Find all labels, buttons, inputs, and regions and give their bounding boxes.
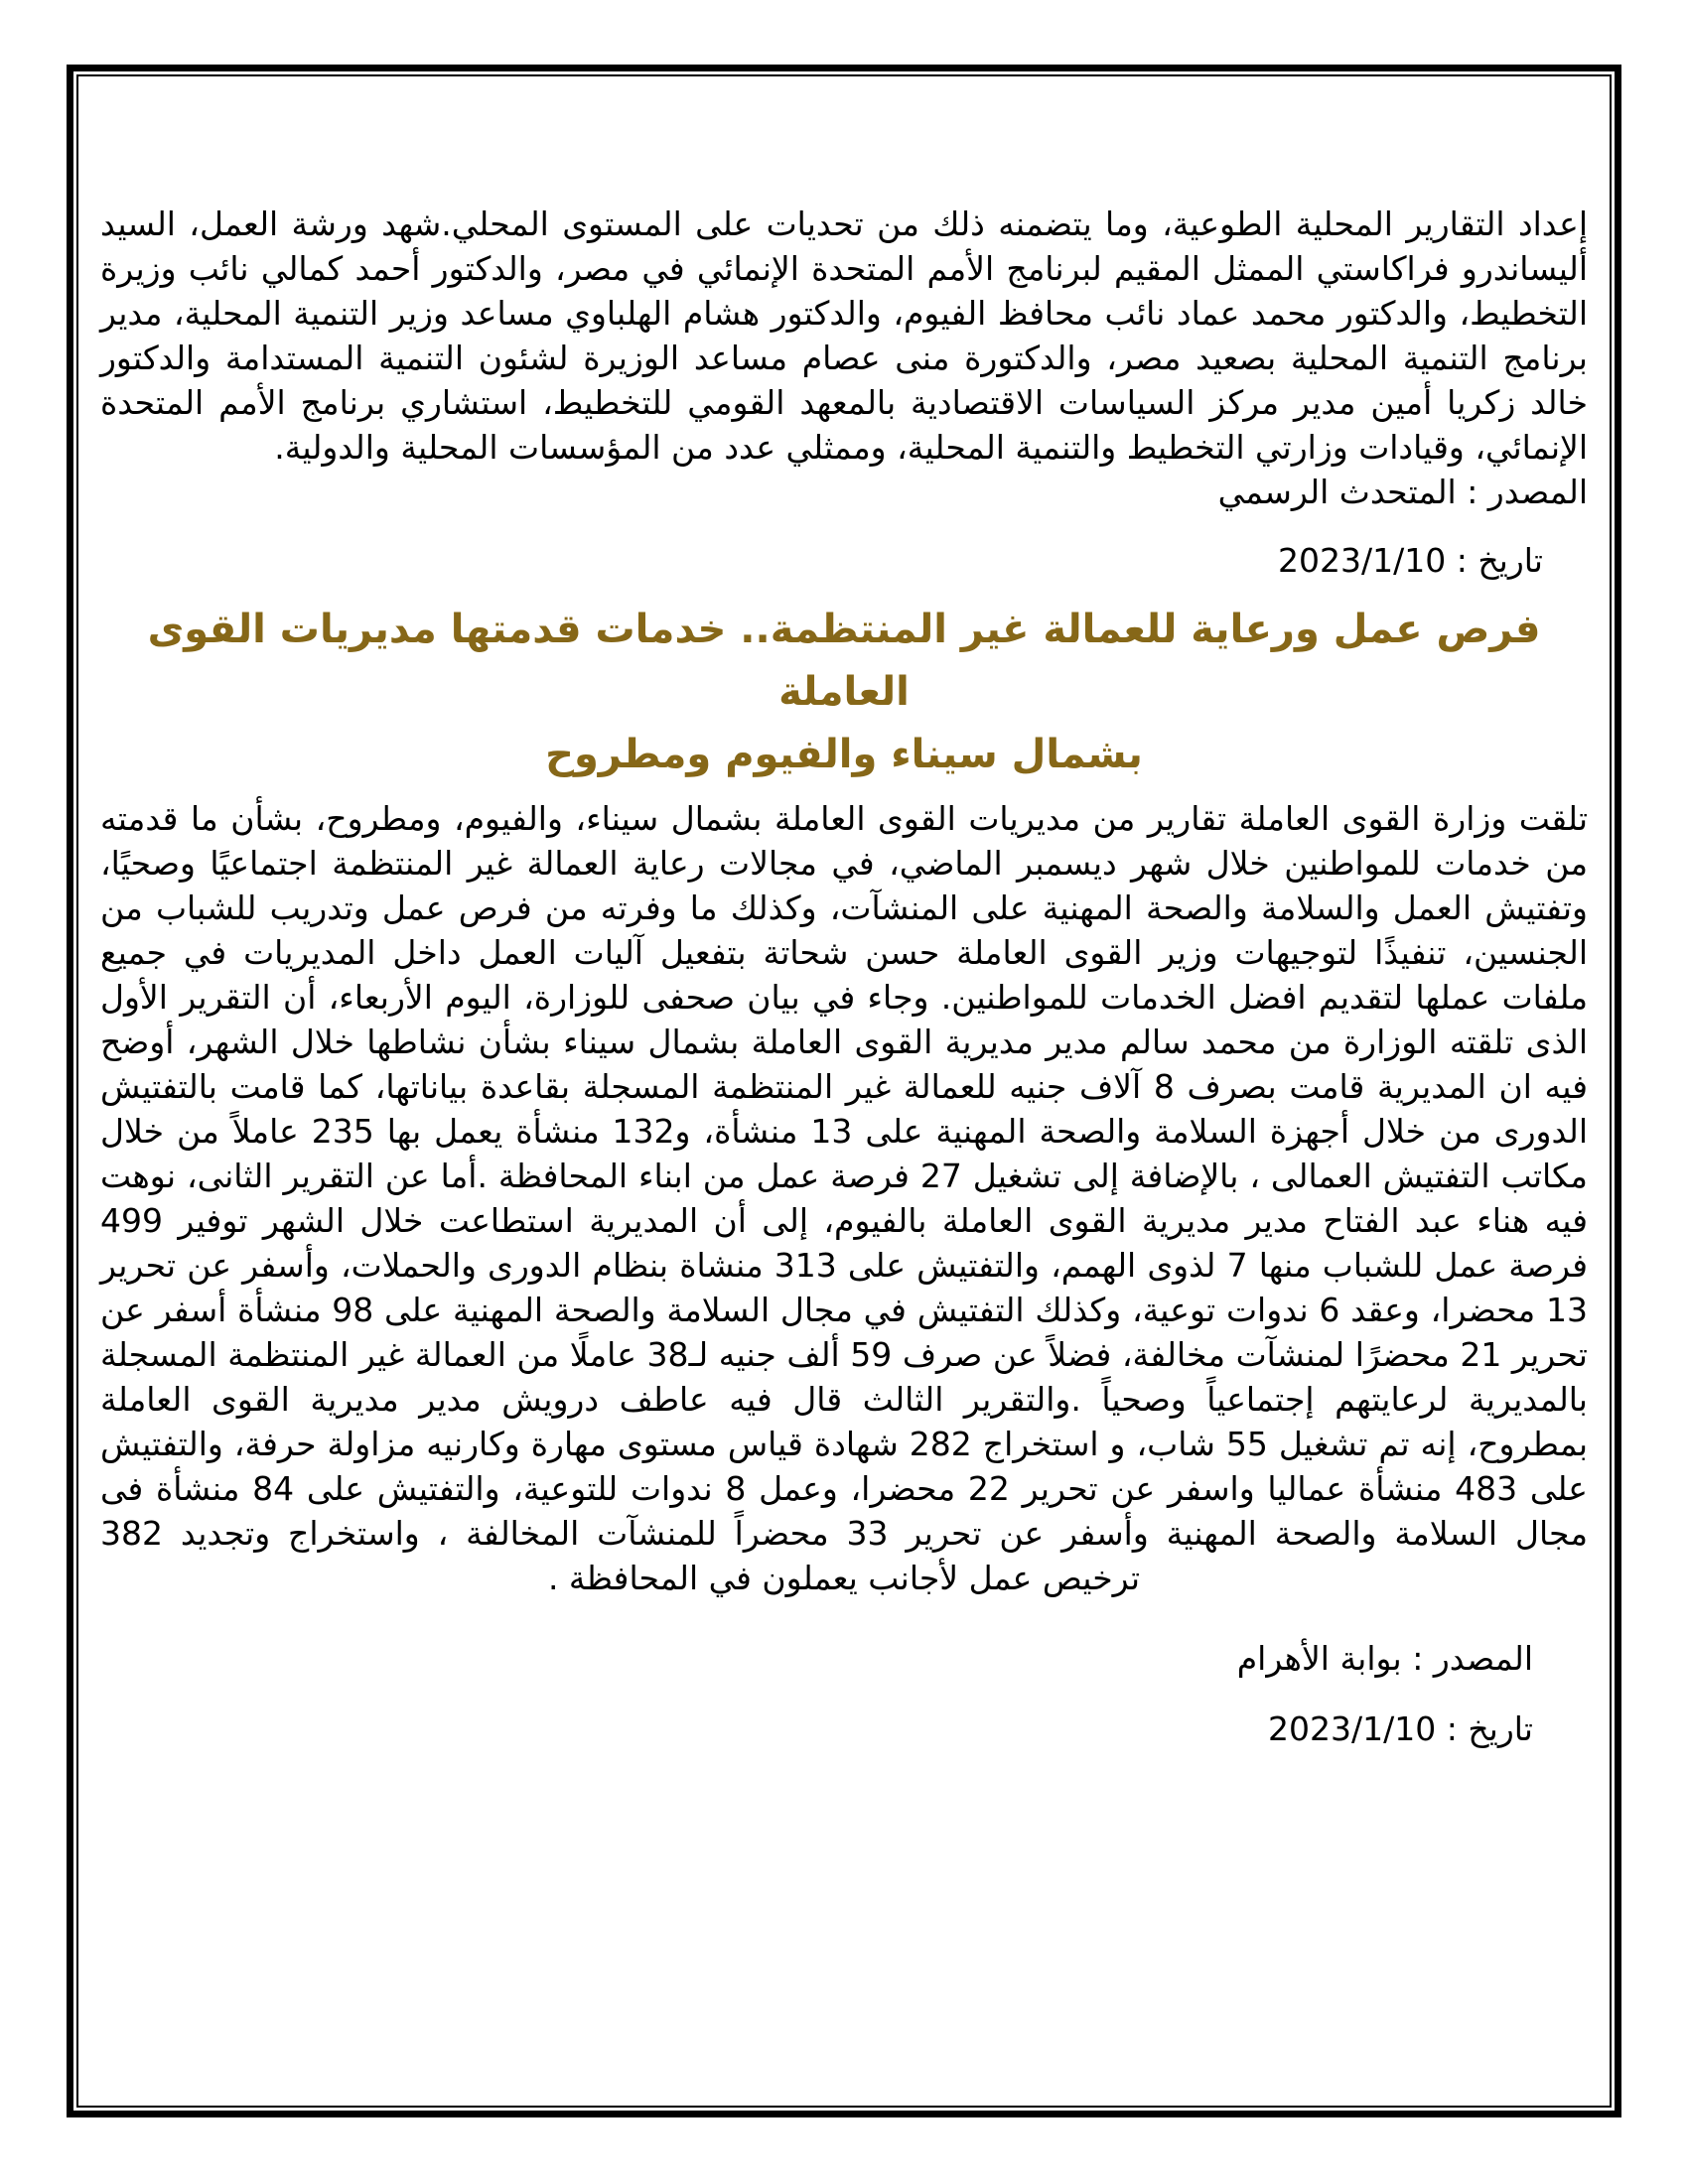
page-border-inner (76, 74, 1612, 2108)
workshop-report-paragraph: إعداد التقارير المحلية الطوعية، وما يتضمنه ذلك من تحديات على المستوى المحلي.شهد ورشة العمل، السيد أليساندرو فراكاستي الممثل المقيم لبرنامج الأمم المتحدة الإنمائي في مصر، والدكتور أحمد كمالي نائب وزيرة التخطيط، والدكتور محمد عماد نائب محافظ الفيوم، والدكتور هشام الهلباوي مساعد وزير التنمية المحلية، مدير برنامج التنمية المحلية بصعيد مصر، والدكتورة منى عصام مساعد الوزيرة لشئون التنمية المستدامة والدكتور خالد زكريا أمين مدير مركز السياسات الاقتصادية بالمعهد القومي للتخطيط، استشاري برنامج الأمم المتحدة الإنمائي، وقيادات وزارتي التخطيط والتنمية المحلية، وممثلي عدد من المؤسسات المحلية والدولية. (100, 205, 1588, 467)
page-border-outer (67, 65, 1621, 2117)
article-title-line1: فرص عمل ورعاية للعمالة غير المنتظمة.. خدمات قدمتها مديريات القوى العاملة (147, 607, 1541, 715)
article-body-paragraph: تلقت وزارة القوى العاملة تقارير من مديريات القوى العاملة بشمال سيناء، والفيوم، ومطروح، بشأن ما قدمته من خدمات للمواطنين خلال شهر ديسمبر الماضي، في مجالات رعاية العمالة غير المنتظمة اجتماعيًا وصحيًا، وتفتيش العمل والسلامة والصحة المهنية على المنشآت، وكذلك ما وفرته من فرص عمل وتدريب للشباب من الجنسين، تنفيذًا لتوجيهات وزير القوى العاملة حسن شحاتة بتفعيل آليات العمل داخل المديريات في جميع ملفات عملها لتقديم افضل الخدمات للمواطنين. وجاء في بيان صحفى للوزارة، اليوم الأربعاء، أن التقرير الأول الذى تلقته الوزارة من محمد سالم مدير مديرية القوى العاملة بشمال سيناء بشأن نشاطها خلال الشهر، أوضح فيه ان المديرية قامت بصرف 8 آلاف جنيه للعمالة غير المنتظمة المسجلة بقاعدة بياناتها، كما قامت بالتفتيش الدورى من خلال أجهزة السلامة والصحة المهنية على 13 منشأة، و132 منشأة يعمل بها 235 عاملاً من خلال مكاتب التفتيش العمالى ، بالإضافة إلى تشغيل 27 فرصة عمل من ابناء المحافظة .أما عن التقرير الثانى، نوهت فيه هناء عبد الفتاح مدير مديرية القوى العاملة بالفيوم، إلى أن المديرية استطاعت خلال الشهر توفير 499 فرصة عمل للشباب منها 7 لذوى الهمم، والتفتيش على 313 منشاة بنظام الدورى والحملات، وأسفر عن تحرير 13 محضرا، وعقد 6 ندوات توعية، وكذلك التفتيش في مجال السلامة والصحة المهنية على 98 منشأة أسفر عن تحرير 21 محضرًا لمنشآت مخالفة، فضلاً عن صرف 59 ألف جنيه لـ38 عاملًا من العمالة غير المنتظمة المسجلة بالمديرية لرعايتهم إجتماعياً وصحياً .والتقرير الثالث قال فيه عاطف درويش مدير مديرية القوى العاملة بمطروح، إنه تم تشغيل 55 شاب، و استخراج 282 شهادة قياس مستوى مهارة وكارنيه مزاولة حرفة، والتفتيش على 483 منشأة عماليا واسفر عن تحرير 22 محضرا، وعمل 8 ندوات للتوعية، والتفتيش على 84 منشأة فى مجال السلامة والصحة المهنية وأسفر عن تحرير 33 محضراً للمنشآت المخالفة ، واستخراج وتجديد 382 ترخيص عمل لأجانب يعملون في المحافظة . (100, 799, 1589, 1597)
date-line-top: تاريخ : 2023/1/10 (1278, 541, 1543, 580)
page-content (78, 76, 1610, 2106)
article-title-line2: بشمال سيناء والفيوم ومطروح (545, 732, 1143, 777)
source-line-ahram-gate: المصدر : بوابة الأهرام (1236, 1639, 1533, 1678)
article-title (100, 599, 1588, 786)
source-line-official-spokesman: المصدر : المتحدث الرسمي (1217, 473, 1588, 511)
date-line-bottom: تاريخ : 2023/1/10 (1268, 1709, 1533, 1748)
